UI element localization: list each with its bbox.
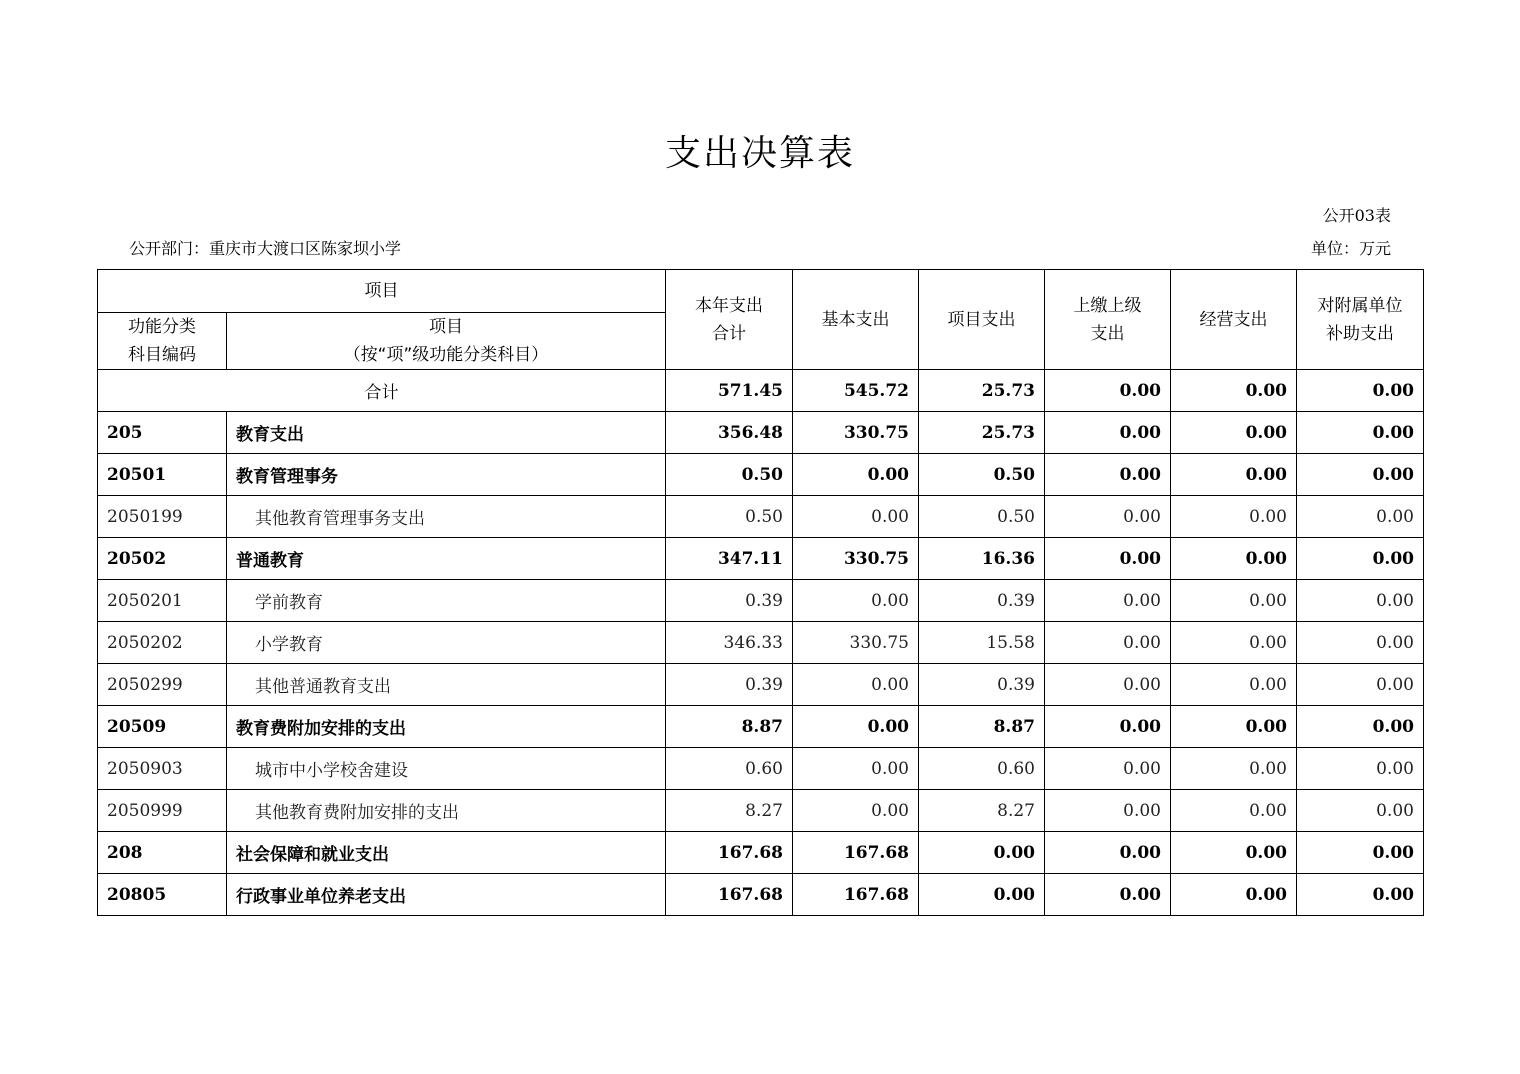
row-value: 330.75 [793,622,919,664]
row-value: 0.00 [1297,412,1424,454]
row-code: 2050299 [98,664,227,706]
row-value: 167.68 [666,832,793,874]
row-value: 8.87 [666,706,793,748]
row-code: 20805 [98,874,227,916]
row-name: 其他普通教育支出 [227,664,666,706]
row-value: 0.00 [1171,790,1297,832]
table-row [98,412,1424,454]
header-project-expenditure: 项目支出 [919,270,1045,370]
row-value: 0.50 [919,454,1045,496]
row-code: 20509 [98,706,227,748]
total-cell: 0.00 [1171,370,1297,412]
row-value: 0.00 [1045,706,1171,748]
row-value: 0.00 [1171,664,1297,706]
row-value: 0.00 [1297,580,1424,622]
table-row [98,748,1424,790]
table-body [98,370,1424,916]
row-code: 20502 [98,538,227,580]
row-name: 其他教育费附加安排的支出 [227,790,666,832]
row-value: 0.00 [1045,538,1171,580]
row-value: 0.00 [1297,538,1424,580]
row-name: 教育管理事务 [227,454,666,496]
unit-label: 单位：万元 [1310,239,1391,258]
row-value: 0.00 [793,454,919,496]
table-row [98,706,1424,748]
total-cell: 0.00 [1045,370,1171,412]
row-code: 2050199 [98,496,227,538]
row-name: 城市中小学校舍建设 [227,748,666,790]
row-value: 0.00 [1045,622,1171,664]
header-total [666,270,793,370]
total-cell: 571.45 [666,370,793,412]
row-value: 0.00 [1045,748,1171,790]
row-value: 0.00 [1045,874,1171,916]
row-code: 2050202 [98,622,227,664]
row-value: 0.00 [1297,496,1424,538]
row-value: 167.68 [793,874,919,916]
total-label: 合计 [98,370,666,412]
row-value: 8.87 [919,706,1045,748]
row-value: 0.50 [919,496,1045,538]
row-name: 教育费附加安排的支出 [227,706,666,748]
row-value: 8.27 [919,790,1045,832]
row-value: 25.73 [919,412,1045,454]
header-item-line2: （按“项”级功能分类科目） [343,345,549,365]
row-value: 0.00 [1171,622,1297,664]
row-name: 其他教育管理事务支出 [227,496,666,538]
form-number: 公开03表 [1322,206,1391,225]
row-value: 0.00 [1171,748,1297,790]
expenditure-table [97,269,1424,916]
table-row [98,790,1424,832]
row-code: 2050999 [98,790,227,832]
row-code: 205 [98,412,227,454]
total-cell: 545.72 [793,370,919,412]
row-value: 0.00 [1045,790,1171,832]
row-name: 行政事业单位养老支出 [227,874,666,916]
header-subsidy-line1: 对附属单位 [1317,295,1403,316]
table-row [98,622,1424,664]
header-item [227,313,666,370]
row-value: 167.68 [666,874,793,916]
header-project: 项目 [98,270,666,313]
header-subsidy-line2: 补助支出 [1326,323,1394,344]
row-value: 8.27 [666,790,793,832]
row-value: 0.00 [1171,706,1297,748]
row-value: 15.58 [919,622,1045,664]
row-value: 347.11 [666,538,793,580]
header-code-line1: 功能分类 [128,317,196,337]
row-value: 0.39 [666,580,793,622]
row-value: 0.00 [1171,580,1297,622]
row-code: 20501 [98,454,227,496]
row-name: 学前教育 [227,580,666,622]
header-operating: 经营支出 [1171,270,1297,370]
row-value: 0.00 [793,580,919,622]
row-value: 0.00 [1171,874,1297,916]
row-value: 0.39 [666,664,793,706]
row-value: 0.00 [1171,454,1297,496]
row-value: 0.00 [793,748,919,790]
row-value: 0.50 [666,454,793,496]
row-value: 0.50 [666,496,793,538]
row-value: 0.00 [1045,412,1171,454]
table-row [98,538,1424,580]
row-value: 0.00 [1297,622,1424,664]
header-code-line2: 科目编码 [128,345,196,365]
department-label: 公开部门：重庆市大渡口区陈家坝小学 [129,239,402,258]
row-value: 0.60 [666,748,793,790]
row-value: 0.60 [919,748,1045,790]
row-value: 0.00 [793,496,919,538]
row-value: 0.00 [1045,496,1171,538]
header-code [98,313,227,370]
row-name: 社会保障和就业支出 [227,832,666,874]
table-row [98,454,1424,496]
row-value: 0.00 [1297,664,1424,706]
row-value: 0.00 [919,832,1045,874]
row-name: 小学教育 [227,622,666,664]
row-value: 346.33 [666,622,793,664]
row-value: 0.00 [1045,832,1171,874]
row-value: 0.00 [1171,496,1297,538]
table-row [98,580,1424,622]
row-value: 0.00 [1297,706,1424,748]
row-code: 2050903 [98,748,227,790]
row-value: 16.36 [919,538,1045,580]
page-title: 支出决算表 [664,133,855,174]
row-value: 0.00 [1297,832,1424,874]
row-value: 0.00 [1171,412,1297,454]
header-subsidy [1297,270,1424,370]
row-value: 0.00 [1297,454,1424,496]
row-value: 0.00 [919,874,1045,916]
header-basic: 基本支出 [793,270,919,370]
row-value: 0.39 [919,664,1045,706]
table-row [98,832,1424,874]
row-value: 330.75 [793,412,919,454]
row-value: 330.75 [793,538,919,580]
row-value: 0.00 [1171,832,1297,874]
header-total-line2: 合计 [712,323,746,344]
row-name: 教育支出 [227,412,666,454]
row-value: 0.00 [1045,580,1171,622]
row-value: 0.00 [793,664,919,706]
header-item-line1: 项目 [429,317,463,337]
row-value: 0.00 [1297,748,1424,790]
row-value: 0.00 [1045,454,1171,496]
total-cell: 0.00 [1297,370,1424,412]
header-upper-line2: 支出 [1090,323,1125,344]
row-value: 0.00 [1171,538,1297,580]
row-value: 0.00 [793,706,919,748]
header-upper-line1: 上缴上级 [1073,295,1142,316]
row-code: 2050201 [98,580,227,622]
row-value: 0.00 [1045,664,1171,706]
row-value: 0.00 [1297,790,1424,832]
row-name: 普通教育 [227,538,666,580]
table-row [98,874,1424,916]
total-row [98,370,1424,412]
row-value: 0.00 [793,790,919,832]
total-cell: 25.73 [919,370,1045,412]
table-row [98,496,1424,538]
header-total-line1: 本年支出 [695,295,763,316]
row-value: 0.39 [919,580,1045,622]
row-value: 0.00 [1297,874,1424,916]
row-code: 208 [98,832,227,874]
table-row [98,664,1424,706]
header-upper [1045,270,1171,370]
row-value: 167.68 [793,832,919,874]
row-value: 356.48 [666,412,793,454]
